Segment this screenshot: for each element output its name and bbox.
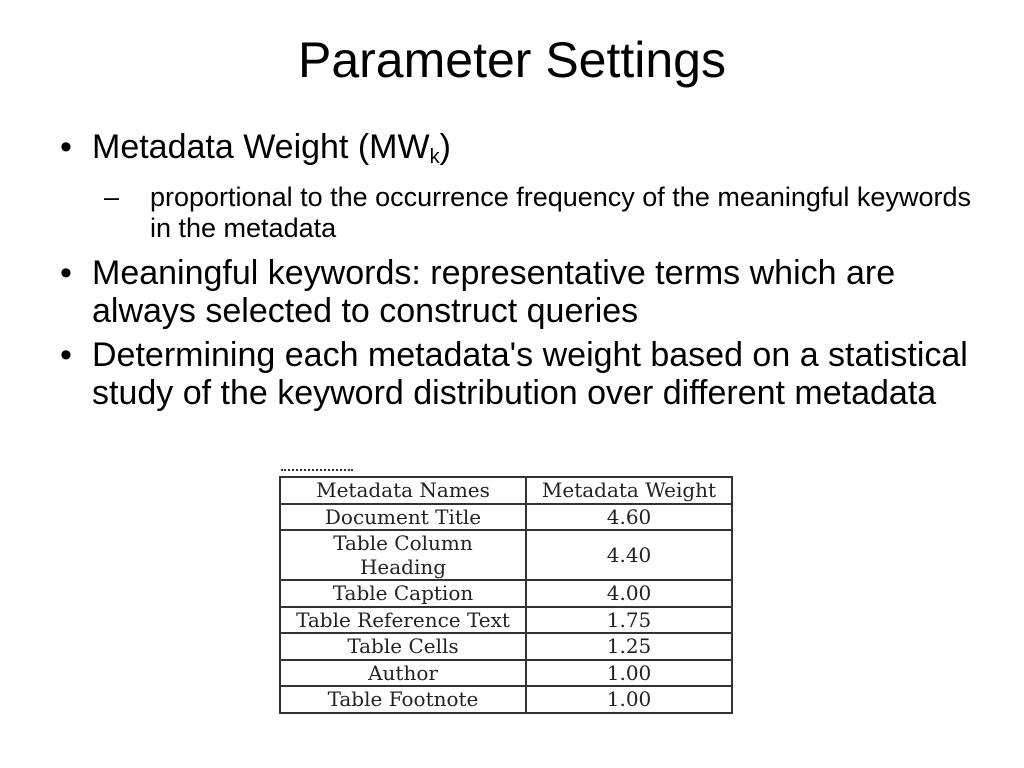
- bullet-text: Meaningful keywords: representative terms which are always selected to construct queries: [92, 254, 896, 330]
- table-header-row: [280, 477, 732, 504]
- metadata-weight-cell: 1.00: [526, 660, 732, 687]
- table-row: [280, 686, 732, 713]
- slide-title: Parameter Settings: [298, 32, 726, 88]
- metadata-weight-cell: 1.25: [526, 633, 732, 660]
- column-header-metadata-names: Metadata Names: [280, 477, 526, 504]
- metadata-weight-cell: 1.00: [526, 686, 732, 713]
- table-row: [280, 504, 732, 531]
- metadata-weight-cell: 1.75: [526, 607, 732, 634]
- metadata-name-cell: Table Column Heading: [280, 530, 526, 580]
- metadata-name-cell: Table Footnote: [280, 686, 526, 713]
- metadata-weight-cell: 4.60: [526, 504, 732, 531]
- table-row: [280, 660, 732, 687]
- bullet-list: [60, 128, 990, 418]
- sub-bullet-text: proportional to the occurrence frequency of the meaningful keywords in the metadata: [150, 182, 971, 243]
- bullet-meaningful-keywords: [60, 254, 990, 330]
- metadata-weight-cell: 4.40: [526, 530, 732, 580]
- metadata-name-cell: Table Caption: [280, 580, 526, 607]
- metadata-name-cell: Document Title: [280, 504, 526, 531]
- table-row: [280, 580, 732, 607]
- bullet-marker: •: [60, 336, 72, 374]
- metadata-weight-table: [279, 476, 733, 714]
- table-decoration: [281, 469, 353, 473]
- metadata-name-cell: Table Reference Text: [280, 607, 526, 634]
- bullet-determining-weight: [60, 336, 990, 412]
- column-header-metadata-weight: Metadata Weight: [526, 477, 732, 504]
- bullet-metadata-weight: [60, 128, 990, 244]
- metadata-name-cell: Author: [280, 660, 526, 687]
- sub-bullet-marker: –: [104, 182, 120, 212]
- metadata-name-cell: Table Cells: [280, 633, 526, 660]
- metadata-weight-cell: 4.00: [526, 580, 732, 607]
- table-row: [280, 530, 732, 580]
- bullet-marker: •: [60, 254, 72, 292]
- subscript-k: k: [429, 146, 440, 168]
- bullet-text-suffix: ): [439, 128, 451, 166]
- table-row: [280, 607, 732, 634]
- sub-bullet: [104, 182, 990, 244]
- bullet-text: Determining each metadata's weight based on a statistical study of the keyword distribution over different metadata: [92, 336, 968, 412]
- bullet-marker: •: [60, 128, 72, 166]
- bullet-text: Metadata Weight (MW: [92, 128, 430, 166]
- table-row: [280, 633, 732, 660]
